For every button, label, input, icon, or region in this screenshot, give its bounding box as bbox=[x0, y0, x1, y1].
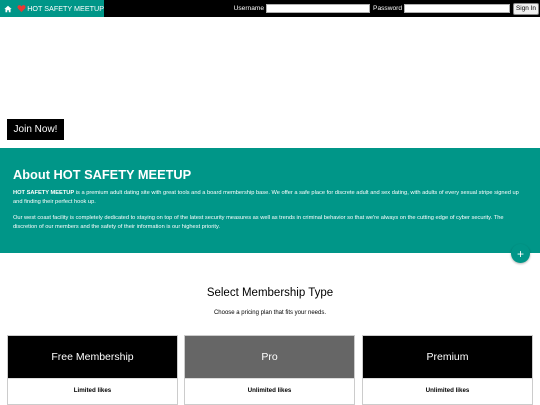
membership-subtitle: Choose a pricing plan that fits your needs. bbox=[213, 310, 327, 316]
plan-feature-free: Limited likes bbox=[8, 378, 177, 402]
membership-title: Select Membership Type bbox=[206, 287, 334, 299]
top-navbar bbox=[0, 0, 540, 17]
about-section bbox=[0, 148, 540, 253]
plan-card-pro[interactable] bbox=[184, 335, 355, 405]
about-paragraph-2: Our west coast facility is completely dedicated to staying on top of the latest security measures as well as trends in criminal behavior so that we're always on the cutting edge of cyber security. The discretion of our members and the safety of their information is our highest priority. bbox=[13, 215, 504, 230]
join-now-button[interactable]: Join Now! bbox=[7, 119, 64, 140]
plan-feature-pro: Unlimited likes bbox=[185, 378, 354, 402]
username-input[interactable] bbox=[266, 4, 370, 13]
about-brand-name: HOT SAFETY MEETUP bbox=[13, 190, 75, 196]
plan-header-pro: Pro bbox=[185, 336, 354, 378]
home-icon[interactable] bbox=[0, 0, 15, 17]
brand-name[interactable]: HOT SAFETY MEETUP bbox=[27, 4, 104, 13]
password-label: Password bbox=[373, 5, 402, 12]
plan-header-free: Free Membership bbox=[8, 336, 177, 378]
sign-in-button[interactable]: Sign In bbox=[513, 3, 539, 15]
login-form bbox=[234, 0, 540, 17]
about-title: About HOT SAFETY MEETUP bbox=[13, 167, 192, 182]
plan-card-premium[interactable] bbox=[362, 335, 533, 405]
plus-icon: + bbox=[516, 246, 524, 261]
about-paragraph-1 bbox=[13, 189, 527, 207]
password-input[interactable] bbox=[404, 4, 510, 13]
plan-header-premium: Premium bbox=[363, 336, 532, 378]
plan-card-free[interactable] bbox=[7, 335, 178, 405]
plan-feature-premium: Unlimited likes bbox=[363, 378, 532, 402]
plus-button[interactable] bbox=[511, 244, 530, 263]
heart-icon bbox=[17, 4, 26, 14]
about-paragraph-1-text: is a premium adult dating site with great tools and a board membership base. We offer a safe place for discrete adult and sex dating, with adults of every sexual stripe signed up and finding their perfect hook up. bbox=[13, 190, 519, 205]
username-label: Username bbox=[233, 5, 265, 12]
brand-link[interactable] bbox=[0, 0, 104, 17]
